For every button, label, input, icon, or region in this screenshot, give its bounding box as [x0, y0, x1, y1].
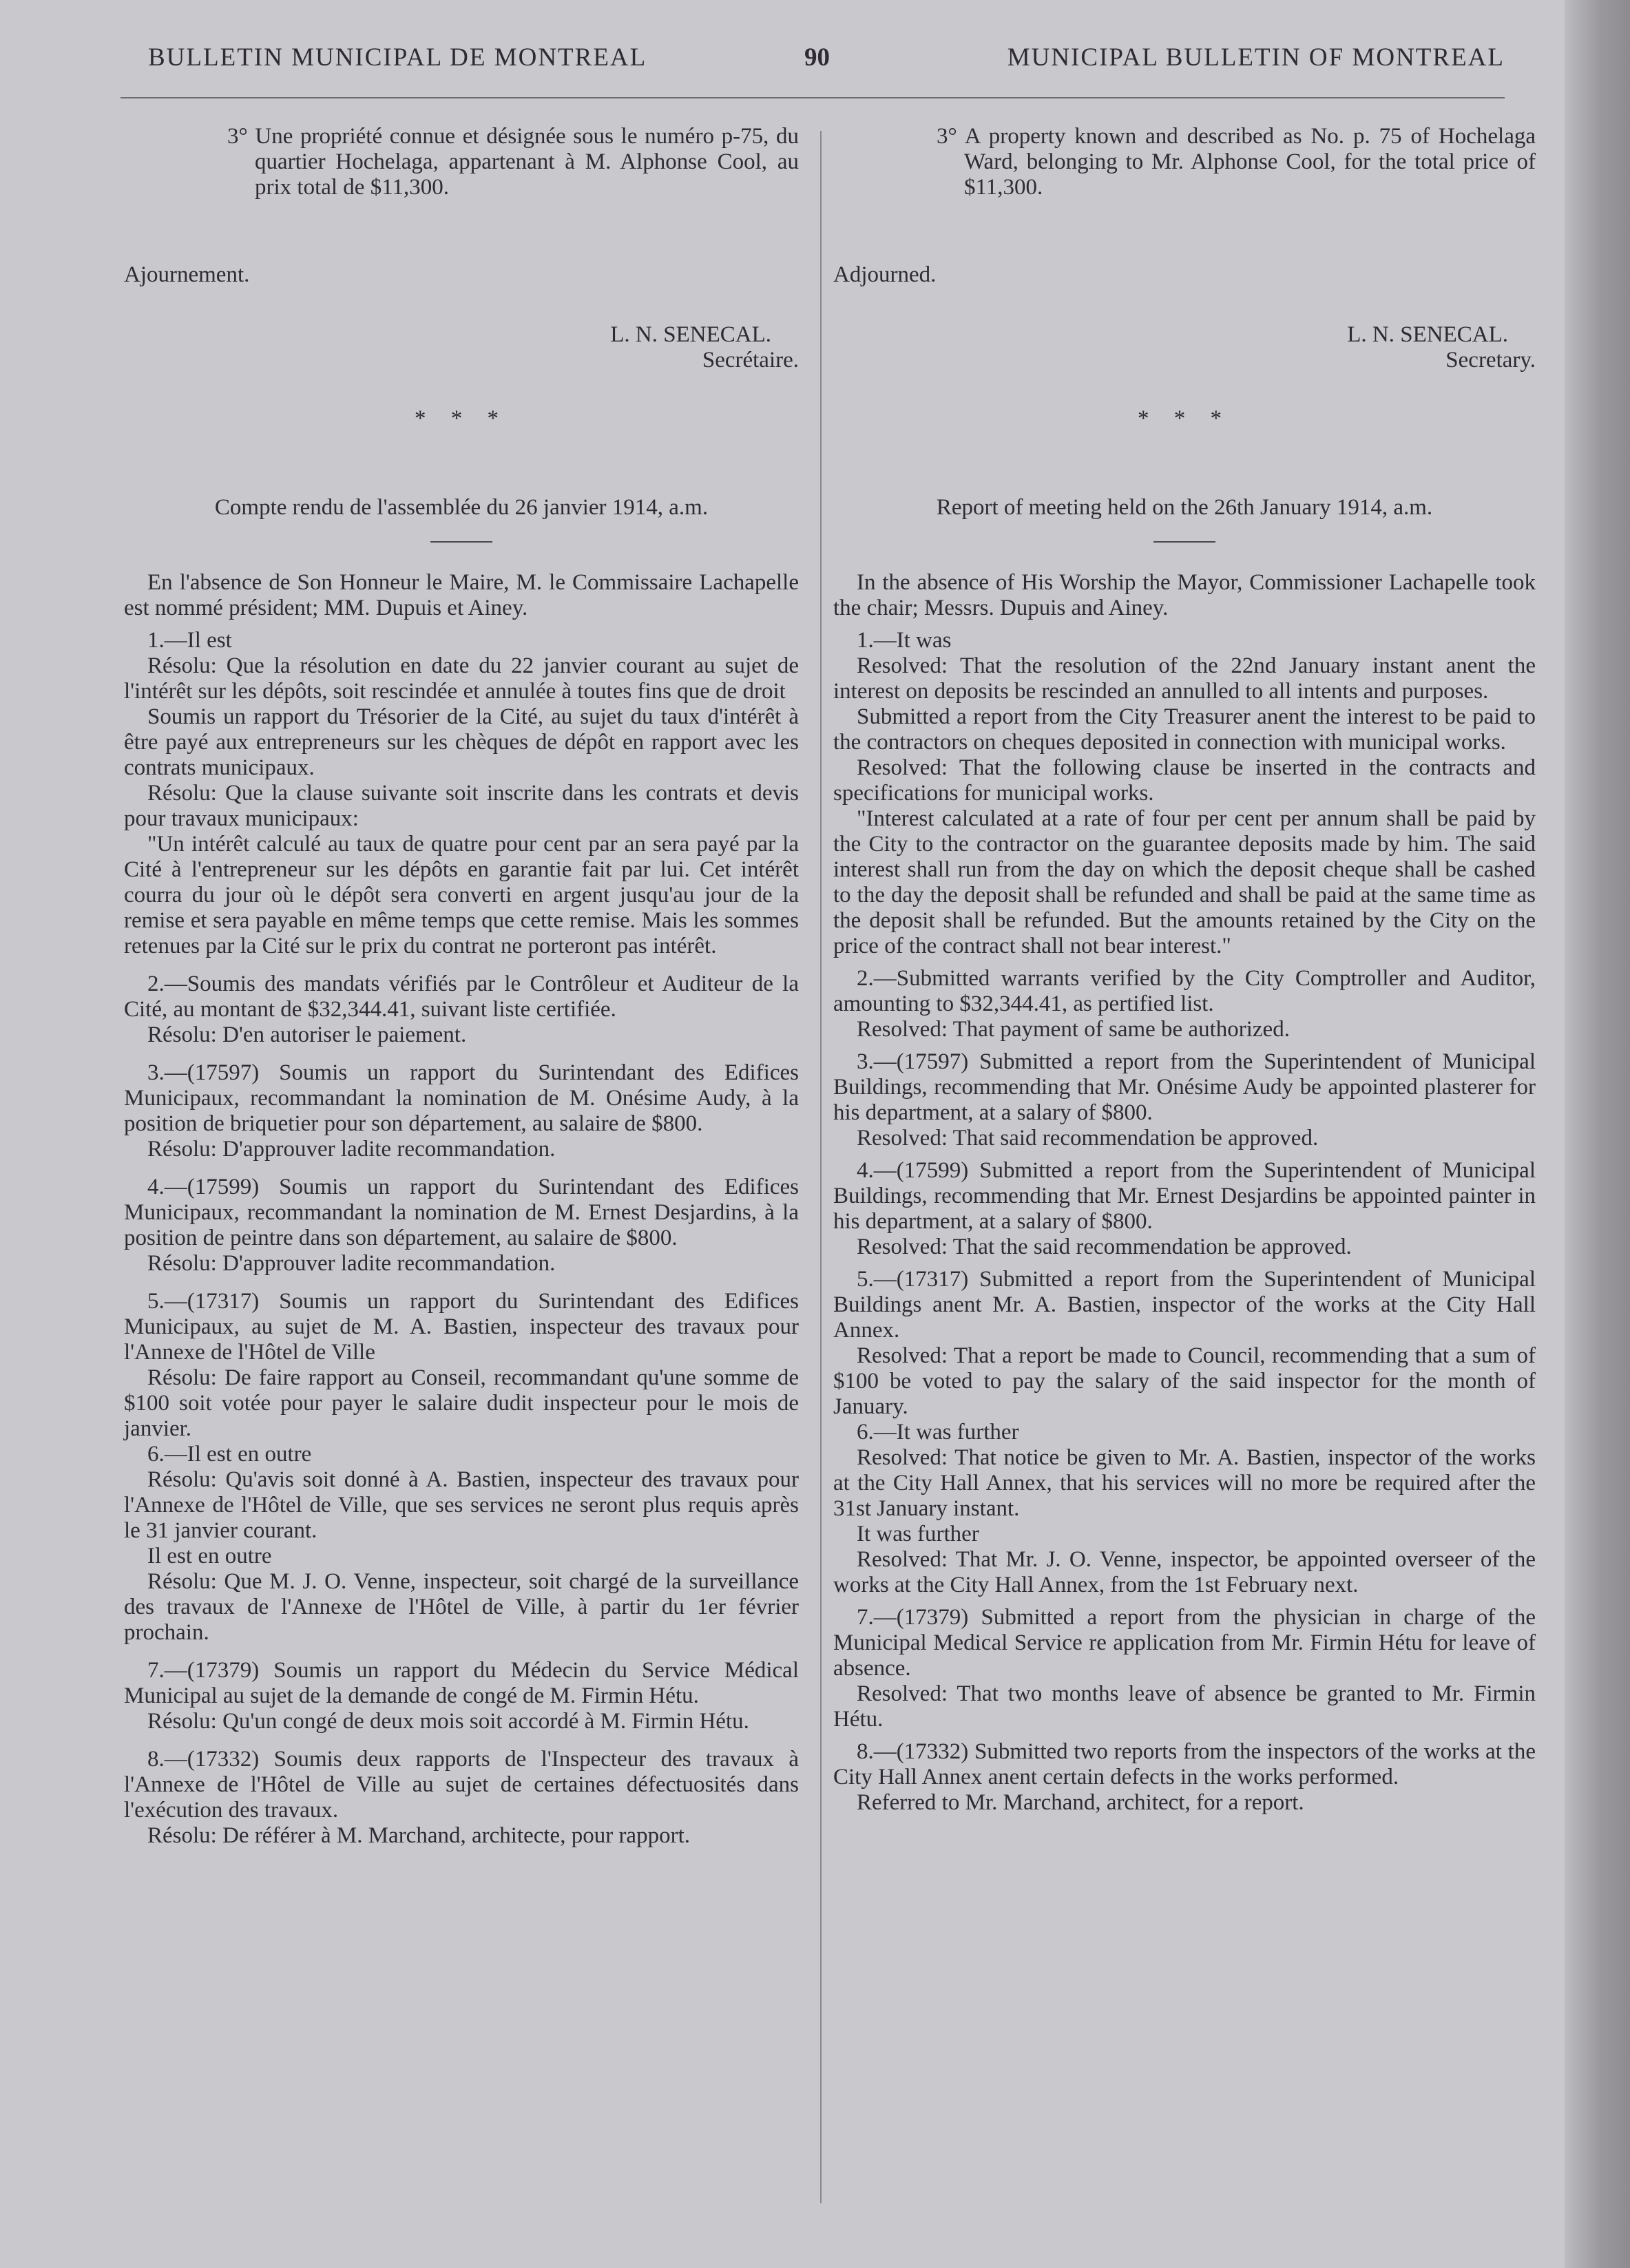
paragraph: Résolu: Qu'avis soit donné à A. Bastien, inspecteur des travaux pour l'Annexe de l'Hôtel de Ville, que ses services ne seront plus requis après le 31 janvier courant. [124, 1467, 799, 1543]
paragraph: 3.—(17597) Soumis un rapport du Surintendant des Edifices Municipaux, recommandant la nomination de M. Onésime Audy, à la position de briquetier pour son département, au salaire de $800. [124, 1060, 799, 1136]
property-item-3: 3° A property known and described as No. p. 75 of Hochelaga Ward, belonging to Mr. Alphonse Cool, for the total price of $11,300. [937, 124, 1536, 200]
paragraph: Résolu: Que M. J. O. Venne, inspecteur, soit chargé de la surveillance des travaux de l'Annexe de l'Hôtel de Ville, à partir du 1er février prochain. [124, 1569, 799, 1645]
paragraph: 2.—Submitted warrants verified by the City Comptroller and Auditor, amounting to $32,344.41, as pertified list. [833, 966, 1536, 1016]
paragraph: En l'absence de Son Honneur le Maire, M. le Commissaire Lachapelle est nommé président; MM. Dupuis et Ainey. [124, 570, 799, 620]
signature-name: L. N. SENECAL. [1347, 322, 1508, 347]
paragraph: Resolved: That said recommendation be approved. [857, 1126, 1319, 1151]
title-rule [430, 541, 492, 543]
paragraph: Resolved: That the said recommendation be approved. [857, 1235, 1352, 1259]
paragraph: 6.—It was further [857, 1420, 1019, 1445]
paragraph: It was further [857, 1522, 979, 1546]
section-separator: * * * [1138, 406, 1231, 431]
paragraph: 6.—Il est en outre [147, 1442, 312, 1467]
signature-title: Secrétaire. [702, 348, 799, 372]
paragraph: Résolu: Que la résolution en date du 22 janvier courant au sujet de l'intérêt sur les dépôts, soit rescindée et annulée à toutes fins que de droit [124, 653, 799, 704]
paragraph: Resolved: That the following clause be inserted in the contracts and specifications for municipal works. [833, 755, 1536, 806]
paragraph: Resolved: That a report be made to Council, recommending that a sum of $100 be voted to pay the salary of the said inspector for the month of January. [833, 1343, 1536, 1419]
adjournment: Adjourned. [833, 262, 937, 287]
paragraph: Referred to Mr. Marchand, architect, for a report. [857, 1790, 1304, 1815]
paragraph: Soumis un rapport du Trésorier de la Cité, au sujet du taux d'intérêt à être payé aux entrepreneurs sur les chèques de dépôt en rapport avec les contrats municipaux. [124, 704, 799, 780]
paragraph: Résolu: Que la clause suivante soit inscrite dans les contrats et devis pour travaux municipaux: [124, 781, 799, 831]
paragraph: In the absence of His Worship the Mayor, Commissioner Lachapelle took the chair; Messrs. Dupuis and Ainey. [833, 570, 1536, 620]
paragraph: Résolu: D'approuver ladite recommandation. [147, 1137, 556, 1162]
paragraph: 8.—(17332) Submitted two reports from the inspectors of the works at the City Hall Annex anent certain defects in the works performed. [833, 1739, 1536, 1789]
page-edge-shadow [1565, 0, 1630, 2268]
title-rule [1153, 541, 1215, 543]
paragraph: Resolved: That two months leave of absence be granted to Mr. Firmin Hétu. [833, 1681, 1536, 1732]
paragraph: Il est en outre [147, 1544, 272, 1568]
paragraph: 7.—(17379) Submitted a report from the physician in charge of the Municipal Medical Service re application from Mr. Firmin Hétu for leave of absence. [833, 1605, 1536, 1681]
paragraph: 2.—Soumis des mandats vérifiés par le Contrôleur et Auditeur de la Cité, au montant de $32,344.41, suivant liste certifiée. [124, 972, 799, 1022]
paragraph: "Un intérêt calculé au taux de quatre pour cent par an sera payé par la Cité à l'entrepreneur sur les dépôts en garantie fait par lui. Cet intérêt courra du jour où le dépôt sera converti en argent jusqu'au jour de la remise et sera payable en même temps que cette remise. Mais les sommes retenues par la Cité sur le prix du contrat ne porteront pas intérêt. [124, 832, 799, 958]
english-column [833, 124, 1536, 1816]
paragraph: 4.—(17599) Soumis un rapport du Surintendant des Edifices Municipaux, recommandant la nomination de M. Ernest Desjardins, à la position de peintre dans son département, au salaire de $800. [124, 1175, 799, 1250]
section-separator: * * * [415, 406, 508, 431]
report-title: Compte rendu de l'assemblée du 26 janvier 1914, a.m. [214, 495, 709, 520]
paragraph: Résolu: De référer à M. Marchand, architecte, pour rapport. [147, 1823, 690, 1848]
minutes-body [124, 570, 799, 1849]
paragraph: 4.—(17599) Submitted a report from the Superintendent of Municipal Buildings, recommending that Mr. Ernest Desjardins be appointed painter in his department, at a salary of $800. [833, 1158, 1536, 1234]
paragraph: 1.—It was [857, 628, 952, 653]
header-rule [121, 97, 1505, 98]
paragraph: Résolu: D'approuver ladite recommandation. [147, 1251, 556, 1276]
paragraph: Resolved: That notice be given to Mr. A. Bastien, inspector of the works at the City Hall Annex, that his services will no more be required after the 31st January instant. [833, 1445, 1536, 1521]
signature-title: Secretary. [1445, 348, 1536, 372]
paragraph: 3.—(17597) Submitted a report from the Superintendent of Municipal Buildings, recommending that Mr. Onésime Audy be appointed plasterer for his department, at a salary of $800. [833, 1049, 1536, 1125]
paragraph: Resolved: That the resolution of the 22nd January instant anent the interest on deposits be rescinded an annulled to all intents and purposes. [833, 653, 1536, 704]
report-title: Report of meeting held on the 26th January 1914, a.m. [936, 495, 1433, 520]
property-item-3: 3° Une propriété connue et désignée sous le numéro p-75, du quartier Hochelaga, appartenant à M. Alphonse Cool, au prix total de $11,300. [227, 124, 799, 200]
paragraph: Submitted a report from the City Treasurer anent the interest to be paid to the contractors on cheques deposited in connection with municipal works. [833, 704, 1536, 755]
paragraph: Résolu: Qu'un congé de deux mois soit accordé à M. Firmin Hétu. [147, 1709, 749, 1734]
paragraph: Résolu: D'en autoriser le paiement. [147, 1022, 467, 1047]
paragraph: "Interest calculated at a rate of four per cent per annum shall be paid by the City to the contractor on the guarantee deposits made by him. The said interest shall run from the day on which the deposit cheque shall be cashed to the day the deposit shall be refunded and shall be paid at the same time as the deposit shall be refunded. But the amounts retained by the City on the price of the contract shall not bear interest." [833, 806, 1536, 958]
page-number: 90 [804, 43, 830, 72]
column-divider [820, 131, 822, 2203]
paragraph: 5.—(17317) Soumis un rapport du Surintendant des Edifices Municipaux, au sujet de M. A. Bastien, inspecteur des travaux pour l'Annexe de l'Hôtel de Ville [124, 1289, 799, 1365]
french-column [124, 124, 799, 1849]
paragraph: 8.—(17332) Soumis deux rapports de l'Inspecteur des travaux à l'Annexe de l'Hôtel de Ville au sujet de certaines défectuosités dans l'exécution des travaux. [124, 1747, 799, 1823]
paragraph: 7.—(17379) Soumis un rapport du Médecin du Service Médical Municipal au sujet de la demande de congé de M. Firmin Hétu. [124, 1658, 799, 1708]
minutes-body [833, 570, 1536, 1816]
adjournment: Ajournement. [124, 262, 250, 287]
header-title-english: MUNICIPAL BULLETIN OF MONTREAL [1007, 43, 1505, 72]
page-header [121, 43, 1505, 84]
paragraph: Résolu: De faire rapport au Conseil, recommandant qu'une somme de $100 soit votée pour payer le salaire dudit inspecteur pour le mois de janvier. [124, 1365, 799, 1441]
paragraph: Resolved: That Mr. J. O. Venne, inspector, be appointed overseer of the works at the City Hall Annex, from the 1st February next. [833, 1547, 1536, 1597]
paragraph: 1.—Il est [147, 628, 232, 653]
paragraph: Resolved: That payment of same be authorized. [857, 1017, 1290, 1042]
header-title-french: BULLETIN MUNICIPAL DE MONTREAL [148, 43, 647, 72]
signature-name: L. N. SENECAL. [610, 322, 771, 347]
paragraph: 5.—(17317) Submitted a report from the Superintendent of Municipal Buildings anent Mr. A. Bastien, inspector of the works at the City Hall Annex. [833, 1267, 1536, 1343]
